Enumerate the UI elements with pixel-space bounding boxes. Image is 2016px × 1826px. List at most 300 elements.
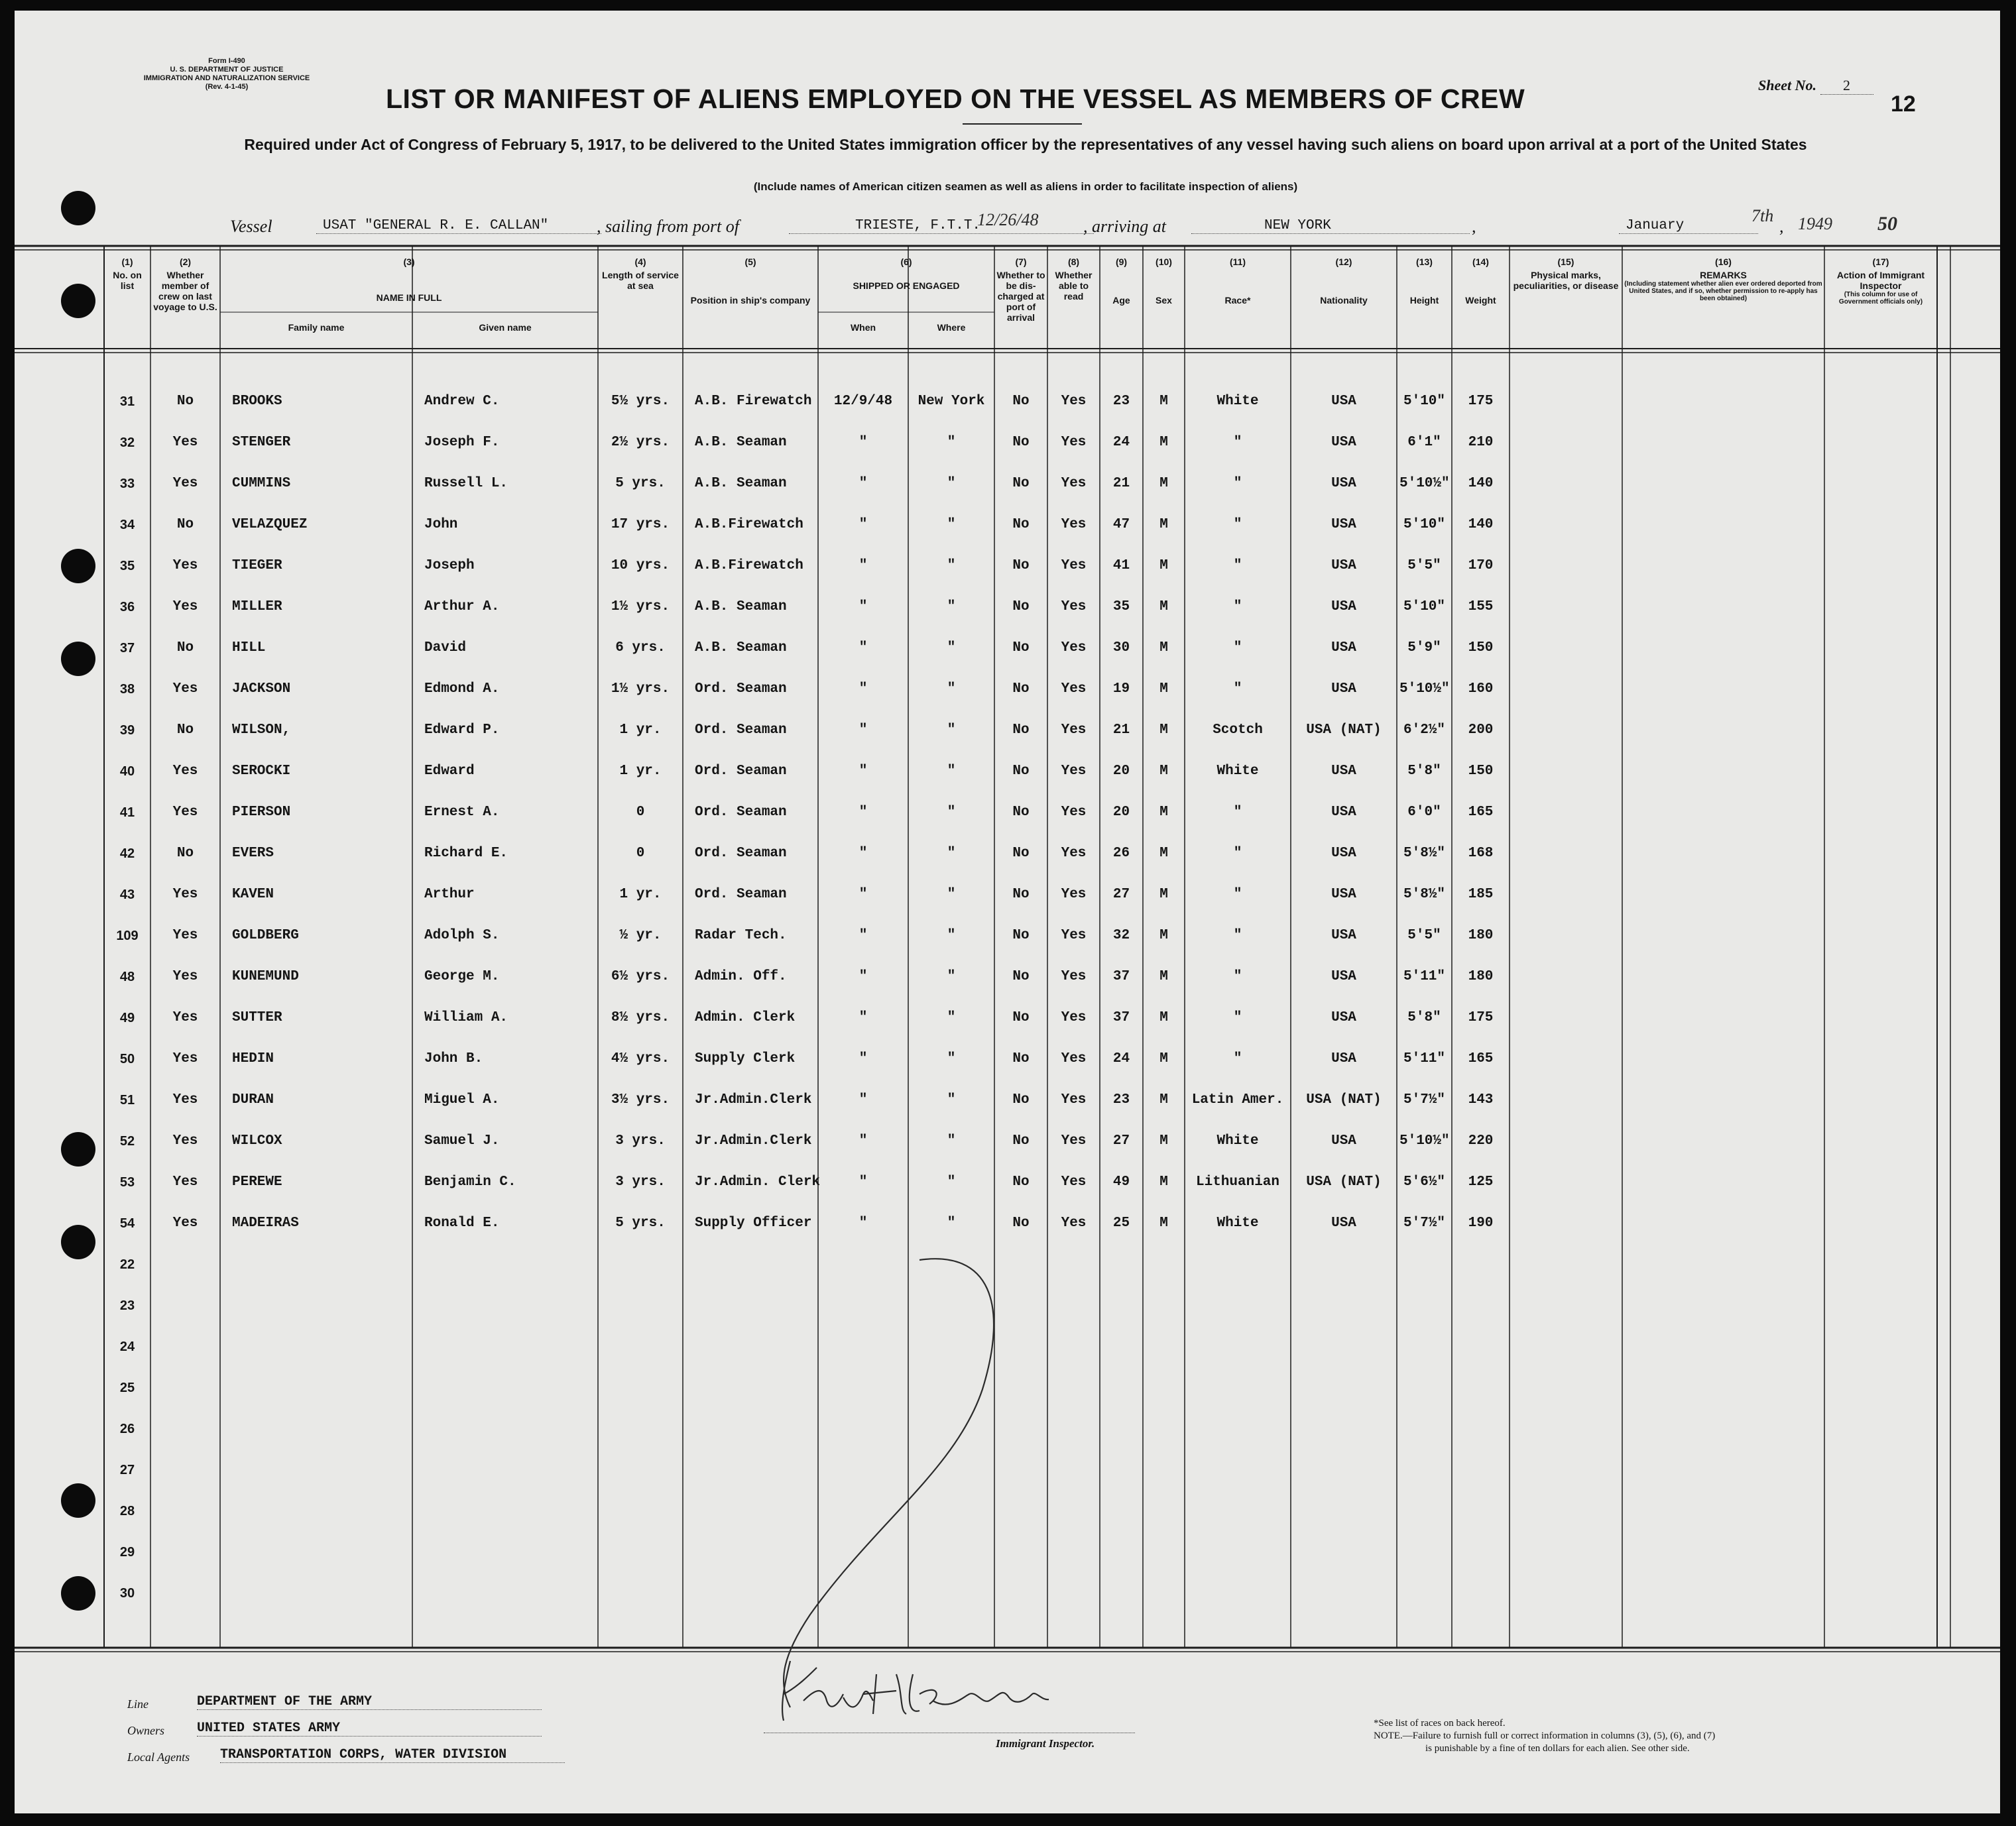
pen-stroke: [784, 1259, 994, 1707]
race: Latin Amer.: [1191, 1092, 1284, 1108]
crew-last-voyage: Yes: [172, 1216, 198, 1231]
list-number: 38: [119, 682, 135, 697]
c17-label: Action of Immigrant Inspector: [1836, 270, 1925, 291]
nationality: USA: [1331, 846, 1356, 861]
shipped-where: ": [947, 928, 956, 943]
age: 37: [1112, 969, 1130, 984]
family-name: VELAZQUEZ: [232, 517, 308, 532]
discharged: No: [1012, 435, 1030, 450]
discharged: No: [1012, 887, 1030, 902]
family-name: GOLDBERG: [232, 928, 299, 943]
able-to-read: Yes: [1061, 764, 1087, 779]
c2-number: (2): [179, 257, 192, 267]
c11-number: (11): [1229, 257, 1246, 267]
age: 27: [1112, 887, 1130, 902]
discharged: No: [1012, 558, 1030, 573]
race: ": [1233, 640, 1242, 656]
position: A.B. Seaman: [695, 435, 787, 450]
family-name: MILLER: [232, 599, 282, 614]
header-c13: [1398, 257, 1451, 306]
service-length: 6 yrs.: [615, 640, 666, 656]
shipped-when: ": [859, 599, 868, 614]
given-name: Arthur A.: [424, 599, 500, 614]
height: 6'0": [1407, 805, 1441, 820]
able-to-read: Yes: [1061, 476, 1087, 491]
crew-last-voyage: Yes: [172, 1010, 198, 1025]
where-header: Where: [937, 322, 966, 333]
page-title: LIST OR MANIFEST OF ALIENS EMPLOYED ON THE VESSEL AS MEMBERS OF CREW: [386, 84, 1525, 114]
weight: 190: [1468, 1216, 1494, 1231]
race: White: [1216, 1216, 1259, 1231]
header-c6: [819, 257, 993, 291]
position: Ord. Seaman: [695, 887, 787, 902]
weight: 160: [1468, 681, 1494, 697]
vessel-name: USAT "GENERAL R. E. CALLAN": [316, 218, 601, 234]
c11-label: Race*: [1224, 295, 1251, 306]
service-length: 3 yrs.: [615, 1133, 666, 1149]
c9-label: Age: [1112, 295, 1130, 306]
list-number: 39: [119, 723, 135, 738]
weight: 175: [1468, 394, 1494, 409]
sex: M: [1159, 558, 1168, 573]
age: 24: [1112, 1051, 1130, 1066]
line-value: DEPARTMENT OF THE ARMY: [197, 1694, 542, 1710]
position: Ord. Seaman: [695, 805, 787, 820]
position: A.B. Firewatch: [695, 394, 812, 409]
list-number: 22: [119, 1257, 135, 1272]
list-number: 52: [119, 1134, 135, 1149]
crew-last-voyage: Yes: [172, 969, 198, 984]
age: 49: [1112, 1174, 1130, 1190]
penalty-note-1: NOTE.—Failure to furnish full or correct information in columns (3), (5), (6), and (7): [1374, 1731, 1716, 1741]
age: 41: [1112, 558, 1130, 573]
age: 47: [1112, 517, 1130, 532]
weight: 125: [1468, 1174, 1494, 1190]
header-c4: [599, 257, 682, 291]
able-to-read: Yes: [1061, 969, 1087, 984]
footer-notes: [1374, 1717, 1715, 1755]
weight: 220: [1468, 1133, 1494, 1149]
sex: M: [1159, 1051, 1168, 1066]
position: Jr.Admin. Clerk: [695, 1174, 821, 1190]
sex: M: [1159, 394, 1168, 409]
shipped-when: ": [859, 928, 868, 943]
discharged: No: [1012, 1174, 1030, 1190]
list-number: 36: [119, 600, 135, 614]
sail-date: 12/26/48: [977, 210, 1039, 229]
weight: 165: [1468, 1051, 1494, 1066]
given-name: Ernest A.: [424, 805, 500, 820]
height: 5'11": [1403, 969, 1445, 984]
header-c12: [1292, 257, 1395, 306]
legal-requirement-text: Required under Act of Congress of February 5, 1917, to be delivered to the United States immigration officer by the representatives of any vessel having such aliens on board upon arrival at a port of the United States: [244, 136, 1807, 153]
given-name-header: Given name: [479, 322, 532, 333]
shipped-where: ": [947, 476, 956, 491]
able-to-read: Yes: [1061, 435, 1087, 450]
sex: M: [1159, 640, 1168, 656]
weight: 143: [1468, 1092, 1494, 1108]
shipped-when: ": [859, 1051, 868, 1066]
able-to-read: Yes: [1061, 558, 1087, 573]
nationality: USA (NAT): [1306, 1092, 1382, 1108]
shipped-when: ": [859, 517, 868, 532]
form-revision: (Rev. 4-1-45): [205, 83, 249, 91]
position: Admin. Off.: [695, 969, 787, 984]
given-name: Arthur: [424, 887, 475, 902]
header-c11: [1186, 257, 1289, 306]
sex: M: [1159, 887, 1168, 902]
nationality: USA: [1331, 1216, 1356, 1231]
sex: M: [1159, 846, 1168, 861]
c14-number: (14): [1472, 257, 1489, 267]
race: Lithuanian: [1195, 1174, 1280, 1190]
service-length: 5 yrs.: [615, 1216, 666, 1231]
list-number: 32: [119, 435, 135, 450]
form-service: IMMIGRATION AND NATURALIZATION SERVICE: [143, 74, 310, 82]
race: ": [1233, 1010, 1242, 1025]
discharged: No: [1012, 640, 1030, 656]
shipped-where: ": [947, 846, 956, 861]
weight: 168: [1468, 846, 1494, 861]
list-number: 40: [119, 764, 135, 779]
race: ": [1233, 558, 1242, 573]
c1-label: No. on list: [113, 270, 142, 291]
list-number: 48: [119, 970, 135, 984]
weight: 170: [1468, 558, 1494, 573]
nationality: USA: [1331, 681, 1356, 697]
family-name: PIERSON: [232, 805, 291, 820]
shipped-where: ": [947, 1133, 956, 1149]
height: 5'10½": [1399, 1133, 1450, 1149]
race: ": [1233, 969, 1242, 984]
c3-label: NAME IN FULL: [376, 292, 442, 303]
crew-last-voyage: No: [176, 640, 194, 656]
c5-label: Position in ship's company: [690, 295, 811, 306]
discharged: No: [1012, 1010, 1030, 1025]
height: 5'8": [1407, 1010, 1441, 1025]
position: Ord. Seaman: [695, 681, 787, 697]
weight: 185: [1468, 887, 1494, 902]
nationality: USA (NAT): [1306, 722, 1382, 738]
nationality: USA: [1331, 805, 1356, 820]
shipped-where: ": [947, 887, 956, 902]
sex: M: [1159, 1010, 1168, 1025]
able-to-read: Yes: [1061, 1216, 1087, 1231]
race: ": [1233, 805, 1242, 820]
family-name: CUMMINS: [232, 476, 291, 491]
agents-label: Local Agents: [127, 1750, 190, 1764]
discharged: No: [1012, 846, 1030, 861]
family-name: BROOKS: [232, 394, 282, 409]
crew-last-voyage: Yes: [172, 558, 198, 573]
given-name: William A.: [424, 1010, 508, 1025]
able-to-read: Yes: [1061, 928, 1087, 943]
crew-last-voyage: Yes: [172, 1174, 198, 1190]
sheet-label: Sheet No.: [1758, 77, 1816, 93]
discharged: No: [1012, 599, 1030, 614]
list-number: 54: [119, 1216, 135, 1231]
crew-last-voyage: Yes: [172, 599, 198, 614]
arrival-year: 1949: [1798, 214, 1832, 233]
sex: M: [1159, 969, 1168, 984]
nationality: USA: [1331, 928, 1356, 943]
discharged: No: [1012, 394, 1030, 409]
c16-label: REMARKS: [1700, 270, 1747, 280]
service-length: 10 yrs.: [611, 558, 670, 573]
shipped-where: ": [947, 517, 956, 532]
arrival-month: January: [1619, 218, 1758, 234]
nationality: USA: [1331, 599, 1356, 614]
form-number: Form I-490: [208, 57, 245, 65]
c4-number: (4): [634, 257, 646, 267]
able-to-read: Yes: [1061, 640, 1087, 656]
nationality: USA: [1331, 435, 1356, 450]
shipped-where: ": [947, 722, 956, 738]
service-length: 1 yr.: [619, 887, 662, 902]
header-c1: [105, 257, 149, 291]
race: ": [1233, 517, 1242, 532]
form-department: U. S. DEPARTMENT OF JUSTICE: [170, 66, 284, 74]
family-name: STENGER: [232, 435, 291, 450]
able-to-read: Yes: [1061, 599, 1087, 614]
shipped-where: ": [947, 599, 956, 614]
given-name: Edmond A.: [424, 681, 500, 697]
family-name: MADEIRAS: [232, 1216, 299, 1231]
list-number: 49: [119, 1011, 135, 1025]
vessel-line: Vessel USAT "GENERAL R. E. CALLAN" , sailing from port of TRIESTE, F.T.T. 12/26/48 , arriving at NEW YORK , January 7th , 1949 50: [230, 206, 1897, 236]
able-to-read: Yes: [1061, 394, 1087, 409]
nationality: USA: [1331, 1051, 1356, 1066]
discharged: No: [1012, 928, 1030, 943]
shipped-when: 12/9/48: [833, 394, 893, 409]
service-length: 5½ yrs.: [611, 394, 670, 409]
age: 24: [1112, 435, 1130, 450]
shipped-where: ": [947, 1092, 956, 1108]
header-c3: [221, 257, 597, 303]
position: Supply Clerk: [695, 1051, 796, 1066]
nationality: USA: [1331, 887, 1356, 902]
weight: 200: [1468, 722, 1494, 738]
able-to-read: Yes: [1061, 805, 1087, 820]
given-name: George M.: [424, 969, 500, 984]
list-number: 43: [119, 887, 135, 902]
c8-label: Whether able to read: [1055, 270, 1093, 302]
able-to-read: Yes: [1061, 1010, 1087, 1025]
crew-last-voyage: Yes: [172, 435, 198, 450]
family-name: KUNEMUND: [232, 969, 299, 984]
weight: 150: [1468, 640, 1494, 656]
c5-number: (5): [744, 257, 756, 267]
list-number: 35: [119, 559, 135, 573]
position: A.B. Seaman: [695, 599, 787, 614]
family-name: TIEGER: [232, 558, 282, 573]
height: 5'7½": [1403, 1216, 1445, 1231]
c13-number: (13): [1416, 257, 1433, 267]
discharged: No: [1012, 476, 1030, 491]
able-to-read: Yes: [1061, 1133, 1087, 1149]
position: Ord. Seaman: [695, 846, 787, 861]
service-length: 2½ yrs.: [611, 435, 670, 450]
height: 5'10": [1403, 599, 1445, 614]
shipped-where: ": [947, 1010, 956, 1025]
crew-last-voyage: No: [176, 517, 194, 532]
c16-subtext: (Including statement whether alien ever ordered deported from United States, and if so, whether permission to re-apply has been obtained): [1624, 280, 1822, 302]
header-c16: [1624, 257, 1823, 302]
family-name: HILL: [232, 640, 266, 656]
age: 30: [1112, 640, 1130, 656]
service-length: 3½ yrs.: [611, 1092, 670, 1108]
c3-number: (3): [403, 257, 415, 267]
race: ": [1233, 887, 1242, 902]
given-name: Ronald E.: [424, 1216, 500, 1231]
inspector-label: Immigrant Inspector.: [996, 1737, 1095, 1750]
c12-label: Nationality: [1320, 295, 1368, 306]
given-name: David: [424, 640, 467, 656]
sheet-number-value: 2: [1820, 77, 1873, 95]
discharged: No: [1012, 805, 1030, 820]
family-name: SUTTER: [232, 1010, 282, 1025]
position: Ord. Seaman: [695, 722, 787, 738]
family-name: JACKSON: [232, 681, 291, 697]
age: 20: [1112, 805, 1130, 820]
list-number: 33: [119, 477, 135, 491]
sex: M: [1159, 1216, 1168, 1231]
given-name: Russell L.: [424, 476, 508, 491]
service-length: 1½ yrs.: [611, 681, 670, 697]
departure-port: TRIESTE, F.T.T.: [789, 218, 1094, 234]
sex: M: [1159, 1174, 1168, 1190]
position: A.B. Seaman: [695, 476, 787, 491]
able-to-read: Yes: [1061, 722, 1087, 738]
crew-last-voyage: Yes: [172, 887, 198, 902]
shipped-where: ": [947, 969, 956, 984]
sex: M: [1159, 1133, 1168, 1149]
service-length: 1 yr.: [619, 722, 662, 738]
shipped-when: ": [859, 640, 868, 656]
age: 37: [1112, 1010, 1130, 1025]
shipped-when: ": [859, 805, 868, 820]
position: Supply Officer: [695, 1216, 812, 1231]
sex: M: [1159, 722, 1168, 738]
age: 23: [1112, 394, 1130, 409]
height: 6'1": [1407, 435, 1441, 450]
discharged: No: [1012, 1133, 1030, 1149]
crew-last-voyage: No: [176, 846, 194, 861]
c15-label: Physical marks, peculiarities, or disease: [1513, 270, 1619, 291]
position: Jr.Admin.Clerk: [695, 1092, 812, 1108]
shipped-when: ": [859, 1216, 868, 1231]
c12-number: (12): [1335, 257, 1352, 267]
height: 5'7½": [1403, 1092, 1445, 1108]
header-when: [818, 322, 908, 333]
sex: M: [1159, 764, 1168, 779]
discharged: No: [1012, 1216, 1030, 1231]
service-length: ½ yr.: [619, 928, 662, 943]
shipped-when: ": [859, 1174, 868, 1190]
race: ": [1233, 681, 1242, 697]
owners-label: Owners: [127, 1724, 165, 1737]
age: 21: [1112, 722, 1130, 738]
given-name: John: [424, 517, 458, 532]
given-name: Edward: [424, 764, 475, 779]
race: White: [1216, 1133, 1259, 1149]
nationality: USA: [1331, 1010, 1356, 1025]
c13-label: Height: [1409, 295, 1439, 306]
races-note: *See list of races on back hereof.: [1374, 1718, 1506, 1729]
given-name: Andrew C.: [424, 394, 500, 409]
shipped-where: ": [947, 1216, 956, 1231]
c14-label: Weight: [1465, 295, 1496, 306]
c8-number: (8): [1067, 257, 1080, 267]
discharged: No: [1012, 517, 1030, 532]
list-number: 53: [119, 1175, 135, 1190]
header-c8: [1049, 257, 1098, 302]
c17-number: (17): [1872, 257, 1889, 267]
weight: 150: [1468, 764, 1494, 779]
age: 26: [1112, 846, 1130, 861]
race: ": [1233, 928, 1242, 943]
race: Scotch: [1213, 722, 1263, 738]
crew-last-voyage: Yes: [172, 764, 198, 779]
age: 23: [1112, 1092, 1130, 1108]
discharged: No: [1012, 1051, 1030, 1066]
age: 21: [1112, 476, 1130, 491]
owners-value: UNITED STATES ARMY: [197, 1721, 542, 1737]
able-to-read: Yes: [1061, 517, 1087, 532]
list-number: 50: [119, 1052, 135, 1066]
shipped-where: New York: [918, 394, 985, 409]
height: 5'8": [1407, 764, 1441, 779]
service-length: 17 yrs.: [611, 517, 670, 532]
family-name: PEREWE: [232, 1174, 282, 1190]
weight: 155: [1468, 599, 1494, 614]
service-length: 6½ yrs.: [611, 969, 670, 984]
family-name: EVERS: [232, 846, 274, 861]
sex: M: [1159, 476, 1168, 491]
family-name-header: Family name: [288, 322, 345, 333]
shipped-when: ": [859, 1092, 868, 1108]
nationality: USA: [1331, 517, 1356, 532]
able-to-read: Yes: [1061, 846, 1087, 861]
discharged: No: [1012, 722, 1030, 738]
header-c15: [1511, 257, 1621, 291]
height: 5'10": [1403, 517, 1445, 532]
race: ": [1233, 599, 1242, 614]
c10-label: Sex: [1156, 295, 1172, 306]
able-to-read: Yes: [1061, 1051, 1087, 1066]
service-length: 0: [636, 805, 645, 820]
family-name: KAVEN: [232, 887, 274, 902]
shipped-when: ": [859, 969, 868, 984]
c6-label: SHIPPED OR ENGAGED: [853, 280, 960, 291]
when-header: When: [850, 322, 876, 333]
list-number: 28: [119, 1504, 135, 1518]
shipped-when: ": [859, 435, 868, 450]
list-number: 24: [119, 1340, 135, 1354]
list-number: 29: [119, 1545, 135, 1560]
position: A.B.Firewatch: [695, 517, 803, 532]
c9-number: (9): [1115, 257, 1128, 267]
service-length: 1 yr.: [619, 764, 662, 779]
position: Jr.Admin.Clerk: [695, 1133, 812, 1149]
list-number: 41: [119, 805, 135, 820]
shipped-where: ": [947, 764, 956, 779]
given-name: John B.: [424, 1051, 483, 1066]
age: 19: [1112, 681, 1130, 697]
sex: M: [1159, 681, 1168, 697]
race: ": [1233, 435, 1242, 450]
sex: M: [1159, 517, 1168, 532]
